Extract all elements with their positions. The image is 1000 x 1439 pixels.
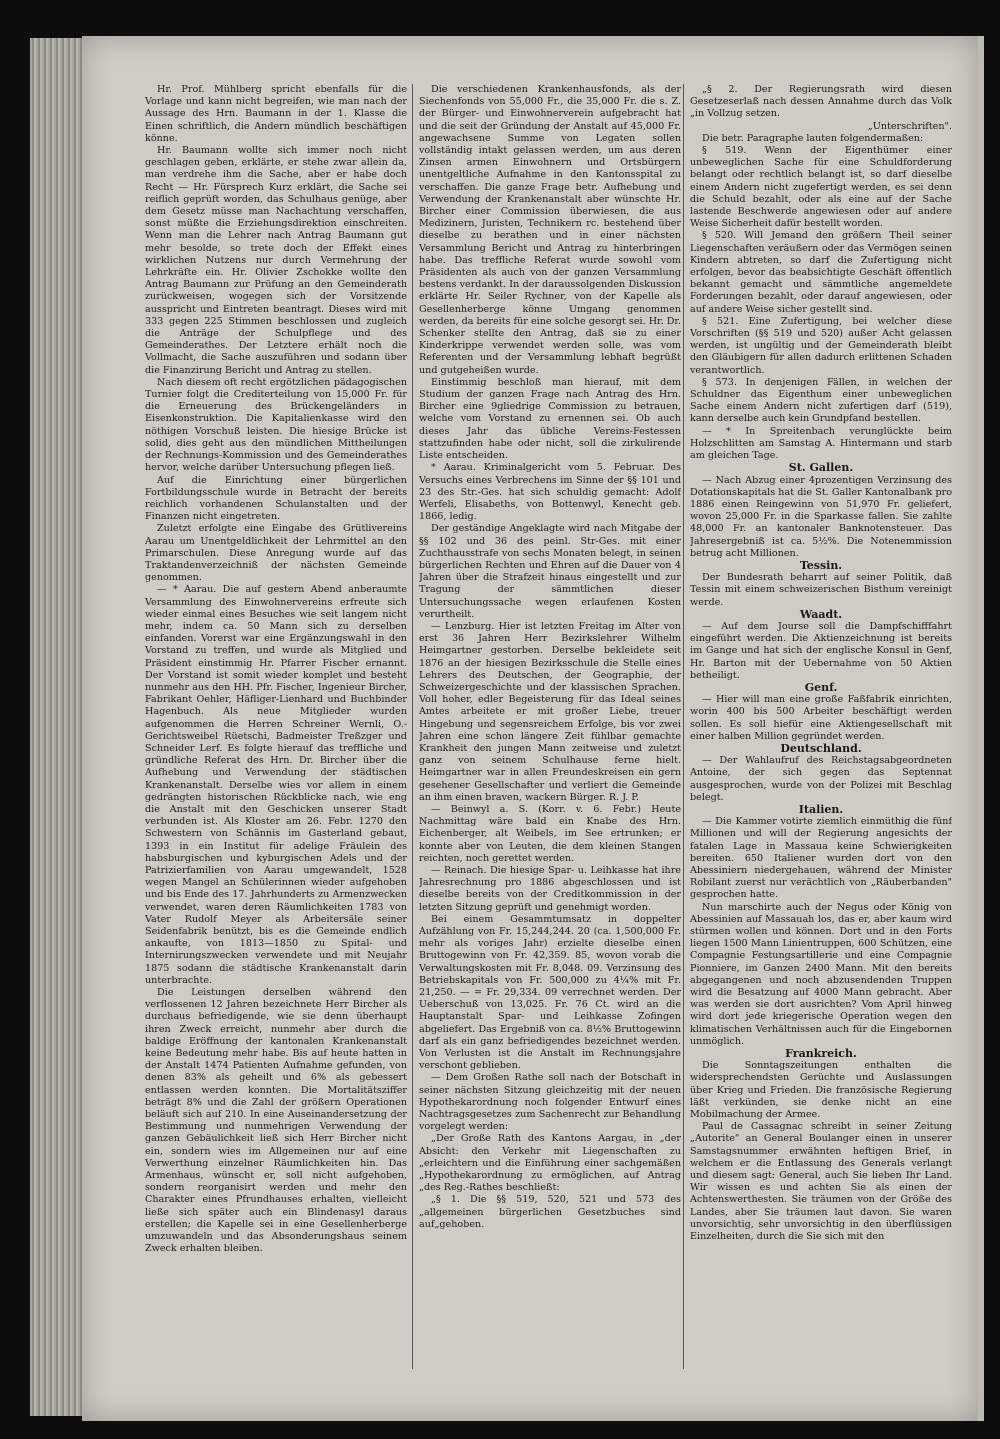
column-middle [419, 84, 681, 1369]
column-left [145, 84, 407, 1369]
paragraph: § 519. Wenn der Eigenthümer einer unbeweglichen Sache für eine Schuldforderung belangt oder rechtlich belangt ist, so darf dieselbe einem Andern nicht zugefertigt werden, es sei denn die Schuld bezahlt, oder als eine auf der Sache lastende Beschwerde angewiesen oder auf andere Weise Sicherheit dafür bestellt worden. [690, 145, 952, 230]
paragraph: Einstimmig beschloß man hierauf, mit dem Studium der ganzen Frage nach Antrag des Hrn. Bircher eine 9gliedrige Commission zu betrauen, welche vom Vorstand zu ernennen sei. Ob auch dieses Jahr das übliche Vereins-Festessen stattzufinden habe oder nicht, soll die zirkulirende Liste entscheiden. [419, 376, 681, 462]
paragraph: — Die Kammer votirte ziemlich einmüthig die fünf Millionen und will der Regierung angesichts der fatalen Lage in Massaua keine Schwierigkeiten bereiten. 650 Italiener wurden dort von den Abessiniern niedergehauen, während der Minister Robilant zuerst nur verächtlich von „Räuberbanden" gesprochen hatte. [690, 816, 952, 901]
paragraph: § 573. In denjenigen Fällen, in welchen der Schuldner das Eigenthum einer unbeweglichen Sache einem Andern nicht zufertigen darf (519), kann derselbe auch kein Grundpfand bestellen. [690, 376, 952, 425]
paragraph: — Lenzburg. Hier ist letzten Freitag im Alter von erst 36 Jahren Herr Bezirkslehrer Wilhelm Heimgartner gestorben. Derselbe bekleidete seit 1876 an der hiesigen Bezirksschule die Stelle eines Lehrers des Deutschen, der Geographie, der Schweizergeschichte und der klassischen Sprachen. Voll hoher, edler Begeisterung für das Ideal seines Amtes arbeitete er mit großer Liebe, treuer Hingebung und segensreichem Erfolge, bis vor zwei Jahren eine schon längere Zeit fühlbar gemachte Krankheit den jungen Mann zeitweise und zuletzt ganz von seinem Schulhause ferne hielt. Heimgartner war in allen Freundeskreisen ein gern gesehener Gesellschafter und verliert die Gemeinde an ihm einen braven, wackern Bürger. R. J. P. [419, 620, 681, 803]
section-heading-stgallen: St. Gallen. [788, 461, 854, 475]
section-heading-genf: Genf. [804, 680, 838, 694]
paragraph: — Der Wahlaufruf des Reichstagsabgeordneten Antoine, der sich gegen das Septennat ausgesprochen, wurde von der Polizei mit Beschlag belegt. [690, 755, 952, 803]
paragraph: Bei einem Gesammtumsatz in doppelter Aufzählung von Fr. 15,244,244. 20 (ca. 1,500,000 Fr. mehr als voriges Jahr) erzielte dieselbe einen Bruttogewinn von Fr. 42,359. 85, wovon vorab die Verwaltungskosten mit Fr. 8,048. 09. Verzinsung des Betriebskapitals von Fr. 500,000 zu 4¼% mit Fr. 21,250. — = Fr. 29,334. 09 verrechnet werden. Der Ueberschuß von 13,025. Fr. 76 Ct. wird an die Hauptanstalt Spar- und Leihkasse Zofingen abgeliefert. Das Ergebniß von ca. 8½% Bruttogewinn darf als ein ganz befriedigendes bezeichnet werden. Von Verlusten ist die Anstalt im Rechnungsjahre verschont geblieben. [419, 913, 681, 1072]
section-heading-waadt: Waadt. [799, 607, 843, 621]
paragraph: Die betr. Paragraphe lauten folgendermaßen: [702, 132, 924, 144]
column-right [690, 84, 952, 1369]
paragraph: — Reinach. Die hiesige Spar- u. Leihkasse hat ihre Jahresrechnung pro 1886 abgeschlossen und ist dieselbe bereits von der Creditkommission in der letzten Sitzung geprüft und genehmigt worden. [419, 865, 681, 913]
paragraph: Paul de Cassagnac schreibt in seiner Zeitung „Autorite" an General Boulanger einen in unserer Samstagsnummer erwähnten heftigen Brief, in welchem er die Entlassung des Generals verlangt und diesem sagt: General, auch Sie lieben Ihr Land. Wir wissen es und achten Sie als einen der Achtenswerthesten. Sie träumen von der Größe des Landes, aber Sie träumen laut davon. Sie waren unvorsichtig, sehr unvorsichtig in den überflüssigen Einzelheiten, durch die Sie sich mit den [690, 1121, 952, 1243]
paragraph: — Nach Abzug einer 4prozentigen Verzinsung des Dotationskapitals hat die St. Galler Kantonalbank pro 1886 einen Reingewinn von 51,970 Fr. geliefert, wovon 25,000 Fr. in die Sparkasse fallen. Sie zahlte 48,000 Fr. an kantonaler Banknotensteuer. Das Jahresergebniß ist ca. 5½%. Die Notenemmission betrug acht Millionen. [690, 474, 952, 559]
paragraph: Die verschiedenen Krankenhausfonds, als der Siechenfonds von 55,000 Fr., die 35,000 Fr. die s. Z. der Bürger- und Einwohnerverein aufgebracht hat und die seit der Gründung der Anstalt auf 45,000 Fr. angewachsene Summe von Legaten sollen vollständig intakt gelassen werden, um aus deren Zinsen armen Einwohnern und Ortsbürgern unentgeltliche Aufnahme in den Kantonsspital zu verschaffen. Die ganze Frage betr. Aufhebung und Verwendung der Krankenanstalt aber wünschte Hr. Bircher einer Commission überwiesen, die aus Medizinern, Juristen, Technikern rc. bestehend über dieselbe zu berathen und in einer nächsten Versammlung Bericht und Antrag zu hinterbringen habe. Das treffliche Referat wurde sowohl vom Präsidenten als auch von der ganzen Versammlung bestens verdankt. In der daraussolgenden Diskussion erklärte Hr. Seiler Rychner, von der Kapelle als Gesellenherberge könne Umgang genommen werden, da bereits für eine solche gesorgt sei. Hr. Dr. Schenker stellte den Antrag, daß sie zu einer Kinderkrippe verwendet werden solle, was vom Referenten und der Versammlung lebhaft begrüßt und gutgeheißen wurde. [419, 84, 681, 376]
paragraph: Der Bundesrath beharrt auf seiner Politik, daß Tessin mit einem schweizerischen Bisthum vereinigt werde. [690, 572, 952, 608]
paragraph: — * Aarau. Die auf gestern Abend anberaumte Versammlung des Einwohnervereins erfreute sich wieder einmal eines Besuches wie seit langem nicht mehr, indem ca. 50 Mann sich zu derselben einfanden. Vorerst war eine Ergänzungswahl in den Vorstand zu treffen, und wurde als Mitglied und Präsident einstimmig Hr. Pfarrer Fischer ernannt. Der Vorstand ist somit wieder komplet und besteht nunmehr aus den HH. Pfr. Fischer, Ingenieur Bircher, Fabrikant Oehler, Häfliger-Lienhard und Buchbinder Hagenbuch. Als neue Mitglieder wurden aufgenommen die Herren Schreiner Wernli, O.-Gerichtsweibel Rüetschi, Badmeister Treßzger und Schneider Lerf. Es folgte hierauf das treffliche und gründliche Referat des Hrn. Dr. Bircher über die Aufhebung und Verwendung der städtischen Krankenanstalt. Derselbe wies vor allem in einem gedrängten historischen Rückblicke nach, wie eng die Anstalt mit den Geschicken unserer Stadt verbunden ist. Als Kloster am 26. Febr. 1270 den Schwestern von Schännis im Gasterland gebaut, 1393 in ein Institut für adelige Fräulein des habsburgischen und kyburgischen Adels und der Patrizierfamilien von Aarau umgewandelt, 1528 wegen Mangel an Schülerinnen wieder aufgehoben und bis Ende des 17. Jahrhunderts zu Armenzwecken verwendet, waren deren Räumlichkeiten 1783 von Vater Rudolf Meyer als Arbeitersäle seiner Seidenfabrik benützt, bis es die Gemeinde endlich ankaufte, von 1813—1850 zu Spital- und Internirungszwecken verwendete und mit Neujahr 1875 sodann die städtische Krankenanstalt darin unterbrachte. [145, 584, 407, 986]
paragraph: Der geständige Angeklagte wird nach Mitgabe der §§ 102 und 36 des peinl. Str-Ges. mit einer Zuchthausstrafe von sechs Monaten belegt, in seinen bürgerlichen Rechten und Ehren auf die Dauer von 4 Jahren über die Strafzeit hinaus eingestellt und zur Tragung der sämmtlichen dieser Untersuchungssache wegen erlaufenen Kosten verurtheilt. [419, 523, 681, 620]
paragraph: Nun marschirte auch der Negus oder König von Abessinien auf Massauah los, das er, aber kaum wird stürmen wollen und können. Dort und in den Forts liegen 1500 Mann Linientruppen, 600 Schützen, eine Compagnie Festungsartillerie und eine Compagnie Pionniere, im Ganzen 2400 Mann. Mit den bereits abgegangenen und noch abzusendenden Truppen wird die Besatzung auf 4000 Mann gebracht. Aber was werden sie dort ausrichten? Vom April hinweg wird dort jede kriegerische Operation wegen den klimatischen Verhältnissen auch für die Eingebornen unmöglich. [690, 901, 952, 1047]
section-heading-frankreich: Frankreich. [785, 1047, 857, 1061]
paragraph: — Beinwyl a. S. (Korr. v. 6. Febr.) Heute Nachmittag wäre bald ein Knabe des Hrn. Eichenberger, alt Weibels, im See ertrunken; er konnte aber von Leuten, die dem kleinen Stangen reichten, noch gerettet werden. [419, 803, 681, 864]
paragraph: „§ 2. Der Regierungsrath wird diesen Gesetzeserlaß nach dessen Annahme durch das Volk „in Vollzug setzen. [690, 84, 952, 120]
section-heading-italien: Italien. [798, 802, 844, 816]
column-rule [412, 84, 413, 1369]
paragraph: § 521. Eine Zufertigung, bei welcher diese Vorschriften (§§ 519 und 520) außer Acht gelassen werden, ist ungültig und der Gemeinderath bleibt den Gläubigern für allen dadurch erlittenen Schaden verantwortlich. [690, 315, 952, 376]
section-heading-tessin: Tessin. [799, 558, 843, 572]
paragraph: * Aarau. Kriminalgericht vom 5. Februar. Des Versuchs eines Verbrechens im Sinne der §§ 101 und 23 des Str.-Ges. hat sich schuldig gemacht: Adolf Werfeli, Elisabeths, von Bottenwyl, Kenecht geb. 1866, ledig. [419, 462, 681, 523]
paragraph: Die Leistungen derselben während den verflossenen 12 Jahren bezeichnete Herr Bircher als durchaus befriedigende, wie sie denn überhaupt ihren Zweck erreicht, nunmehr aber durch die baldige Eröffnung der kantonalen Krankenanstalt keine Bedeutung mehr habe. Bis auf heute hatten in der Anstalt 1474 Patienten Aufnahme gefunden, von denen 83% als geheilt und 6% als gebessert entlassen werden konnten. Die Mortalitätsziffer beträgt 8% und die Zahl der größern Operationen beläuft sich auf 210. In eine Auseinandersetzung der Bestimmung und nunmehrigen Verwendung der ganzen Gebäulichkeit ließ sich Herr Bircher nicht ein, sondern wies im Allgemeinen nur auf eine Verwerthung einzelner Räumlichkeiten hin. Das Armenhaus, wünscht er, soll nicht aufgehoben, sondern reorganisirt werden und mehr den Charakter eines Pfrundhauses erhalten, vielleicht ließe sich später auch ein Blindenasyl daraus erstellen; die Kapelle sei in eine Gesellenherberge umzuwandeln und das Absonderungshaus seinem Zweck erhalten bleiben. [145, 987, 407, 1255]
paragraph: § 520. Will Jemand den größern Theil seiner Liegenschaften veräußern oder das Vermögen seinen Kindern abtreten, so darf die Zufertigung nicht erfolgen, bevor das beabsichtigte Geschäft öffentlich bekannt gemacht und sämmtliche angemeldete Forderungen bezahlt, oder darauf angewiesen, oder auf andere Weise sicher gestellt sind. [690, 230, 952, 315]
paragraph: „Der Große Rath des Kantons Aargau, in „der Absicht: den Verkehr mit Liegenschaften zu „erleichtern und die Einführung einer sachgemäßen „Hypothekarordnung zu ermöglichen, auf Antrag „des Reg.-Rathes beschließt: [419, 1133, 681, 1194]
paragraph: „§ 1. Die §§ 519, 520, 521 und 573 des „allgemeinen bürgerlichen Gesetzbuches sind auf„gehoben. [419, 1194, 681, 1230]
paragraph: — * In Spreitenbach verunglückte beim Holzschlitten am Samstag A. Hintermann und starb am gleichen Tage. [690, 425, 952, 462]
paragraph: Die Sonntagszeitungen enthalten die widersprechendsten Gerüchte und Auslassungen über Krieg und Frieden. Die französische Regierung läßt verkünden, sie denke nicht an eine Mobilmachung der Armee. [690, 1060, 952, 1121]
paragraph: Auf die Einrichtung einer bürgerlichen Fortbildungsschule wurde in Betracht der bereits reichlich vorhandenen Schulanstalten und der Finanzen nicht eingetreten. [145, 474, 407, 523]
paragraph: — Auf dem Jourse soll die Dampfschifffahrt eingeführt werden. Die Aktienzeichnung ist bereits im Gange und hat sich der englische Konsul in Genf, Hr. Barton mit der Uebernahme von 50 Aktien betheiligt. [690, 620, 952, 681]
paragraph: Hr. Baumann wollte sich immer noch nicht geschlagen geben, erklärte, er stehe zwar allein da, man verdrehe ihm die Sache, aber er habe doch Recht — Hr. Fürsprech Kurz erklärt, die Sache sei reiflich geprüft worden, das Schulhaus genüge, aber dem Gesetz müsse man Nachachtung verschaffen, sonst müßte die Erziehungsdirektion einschreiten. Wenn man die Lehrer nach Antrag Baumann gut mehr besolde, so trete doch der Effekt eines wirklichen Nutzens nur durch Vermehrung der Lehrkräfte ein. Hr. Olivier Zschokke wollte den Antrag Baumann zur Prüfung an den Gemeinderath zurückweisen, wogegen sich der Vorsitzende ausspricht und Eintreten beantragt. Dieses wird mit 333 gegen 225 Stimmen beschlossen und zugleich die Anträge der Schulpflege und des Gemeinderathes. Der Letztere erhält noch die Vollmacht, die Sache auszuführen und sodann über die Finanzirung Bericht und Antrag zu stellen. [145, 145, 407, 376]
paragraph: — Hier will man eine große Faßfabrik einrichten, worin 400 bis 500 Arbeiter beschäftigt werden sollen. Es soll hiefür eine Aktiengesellschaft mit einer halben Million gegründet werden. [690, 694, 952, 742]
paragraph: — Dem Großen Rathe soll nach der Botschaft in seiner nächsten Sitzung gleichzeitig mit der neuen Hypothekarordnung noch folgender Entwurf eines Nachtragsgesetzes zum Sachenrecht zur Behandlung vorgelegt werden: [419, 1072, 681, 1133]
page-right-edge [978, 36, 984, 1421]
book-page-edges [30, 38, 90, 1416]
paragraph: Hr. Prof. Mühlberg spricht ebenfalls für die Vorlage und kann nicht begreifen, wie man nach der Aussage des Hrn. Baumann in der 1. Klasse die Einen schriftlich, die Andern mündlich beschäftigen könne. [145, 84, 407, 144]
section-heading-deutschland: Deutschland. [780, 741, 862, 755]
paragraph: Nach diesem oft recht ergötzlichen pädagogischen Turnier folgt die Crediterteilung von 15,000 Fr. für die Erneuerung des Brückengeländers in Eisenkonstruktion. Die Kapitalienkasse wird den nöthigen Vorschuß leisten. Die hiesige Brücke ist solid, dies geht aus den mündlichen Mittheilungen der Rechnungs-Kommission und des Gemeinderathes hervor, welche darüber Untersuchung pflegen ließ. [145, 376, 407, 474]
signature-line: „Unterschriften". [867, 120, 952, 132]
column-rule [683, 84, 684, 1369]
paragraph: Zuletzt erfolgte eine Eingabe des Grütlivereins Aarau um Unentgeldlichkeit der Lehrmittel an den Primarschulen. Diese Anregung wurde auf das Traktandenverzeichniß der nächsten Gemeinde genommen. [145, 523, 407, 584]
